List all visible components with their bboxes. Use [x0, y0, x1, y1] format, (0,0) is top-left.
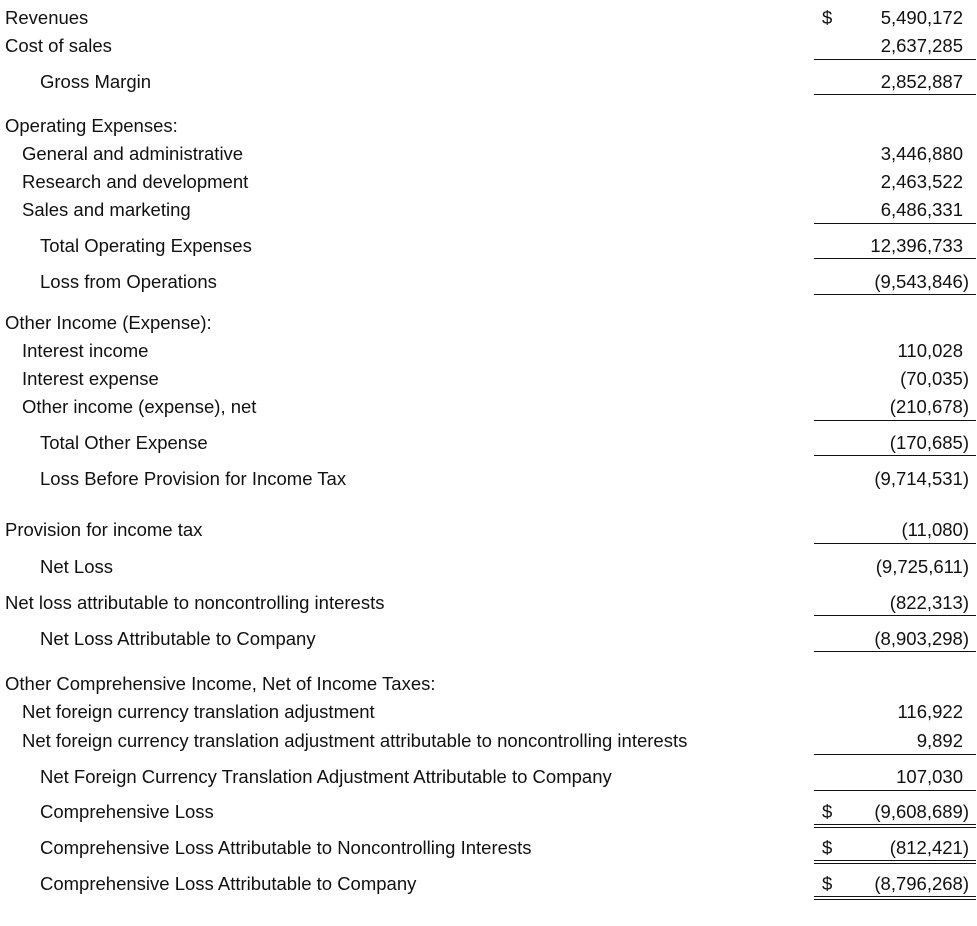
row-amount: (8,796,268) — [874, 873, 969, 894]
subtotal-rule — [814, 790, 976, 791]
row-label: Loss Before Provision for Income Tax — [40, 468, 347, 489]
currency-symbol: $ — [822, 7, 833, 28]
section-header-other-income — [0, 311, 977, 335]
row-total-other-expense — [0, 431, 977, 455]
row-amount: (8,903,298) — [874, 628, 969, 649]
row-amount: (11,080) — [901, 519, 969, 540]
row-other-income-net — [0, 395, 977, 419]
row-amount: (9,543,846) — [874, 271, 969, 292]
row-label: Gross Margin — [40, 71, 152, 92]
row-amount: 9,892 — [916, 730, 963, 751]
row-amount: 116,922 — [897, 701, 963, 722]
row-label: Provision for income tax — [5, 519, 203, 540]
row-loss-from-operations — [0, 270, 977, 294]
row-label: Revenues — [5, 7, 89, 28]
row-amount: (170,685) — [889, 432, 969, 453]
row-amount: (70,035) — [900, 368, 969, 389]
row-amount: 5,490,172 — [880, 7, 963, 28]
section-heading: Operating Expenses: — [5, 115, 178, 136]
row-amount: 12,396,733 — [870, 235, 963, 256]
currency-symbol: $ — [822, 873, 833, 894]
row-label: Comprehensive Loss Attributable to Noncontrolling Interests — [40, 837, 532, 858]
row-fx-adjustment — [0, 700, 977, 724]
subtotal-rule — [814, 543, 976, 544]
subtotal-rule — [814, 294, 976, 295]
row-amount: (9,608,689) — [874, 801, 969, 822]
row-label: Cost of sales — [5, 35, 112, 56]
row-net-loss — [0, 555, 977, 579]
row-label: Net foreign currency translation adjustment — [22, 701, 375, 722]
row-label: Net foreign currency translation adjustment attributable to noncontrolling interests — [22, 730, 688, 751]
row-net-loss-company — [0, 627, 977, 651]
section-heading: Other Income (Expense): — [5, 312, 212, 333]
currency-symbol: $ — [822, 837, 833, 858]
row-comprehensive-loss-company — [0, 872, 977, 896]
row-general-admin — [0, 142, 977, 166]
section-header-operating-expenses — [0, 114, 977, 138]
row-amount: 2,852,887 — [880, 71, 963, 92]
currency-symbol: $ — [822, 801, 833, 822]
row-comprehensive-loss-nci — [0, 836, 977, 860]
row-label: Net loss attributable to noncontrolling interests — [5, 592, 385, 613]
row-label: Sales and marketing — [22, 199, 191, 220]
row-fx-adjustment-nci — [0, 729, 977, 753]
row-label: Comprehensive Loss — [40, 801, 214, 822]
row-research-dev — [0, 170, 977, 194]
row-amount: (9,725,611) — [875, 556, 969, 577]
section-header-oci — [0, 672, 977, 696]
row-fx-adjustment-company — [0, 765, 977, 789]
subtotal-rule — [814, 420, 976, 421]
double-rule — [814, 824, 976, 828]
row-label: Net Loss — [40, 556, 114, 577]
row-sales-marketing — [0, 198, 977, 222]
row-interest-income — [0, 339, 977, 363]
subtotal-rule — [814, 94, 976, 95]
subtotal-rule — [814, 615, 976, 616]
row-amount: 6,486,331 — [880, 199, 963, 220]
row-label: Total Other Expense — [40, 432, 208, 453]
row-cost-of-sales — [0, 34, 977, 58]
row-amount: (210,678) — [889, 396, 969, 417]
subtotal-rule — [814, 59, 976, 60]
double-rule — [814, 860, 976, 864]
subtotal-rule — [814, 651, 976, 652]
row-label: General and administrative — [22, 143, 244, 164]
row-amount: 3,446,880 — [880, 143, 963, 164]
row-amount: (9,714,531) — [874, 468, 969, 489]
row-amount: (822,313) — [889, 592, 969, 613]
row-label: Net Loss Attributable to Company — [40, 628, 316, 649]
row-label: Comprehensive Loss Attributable to Company — [40, 873, 417, 894]
row-amount: 2,637,285 — [880, 35, 963, 56]
subtotal-rule — [814, 455, 976, 456]
row-label: Interest income — [22, 340, 149, 361]
row-label: Net Foreign Currency Translation Adjustment Attributable to Company — [40, 766, 612, 787]
row-net-loss-nci — [0, 591, 977, 615]
double-rule — [814, 896, 976, 900]
row-loss-before-tax — [0, 467, 977, 491]
row-label: Loss from Operations — [40, 271, 217, 292]
row-interest-expense — [0, 367, 977, 391]
row-revenues — [0, 6, 977, 30]
row-label: Interest expense — [22, 368, 159, 389]
row-provision-income-tax — [0, 518, 977, 542]
row-amount: (812,421) — [889, 837, 969, 858]
subtotal-rule — [814, 258, 976, 259]
subtotal-rule — [814, 754, 976, 755]
section-heading: Other Comprehensive Income, Net of Income Taxes: — [5, 673, 436, 694]
row-amount: 110,028 — [897, 340, 963, 361]
row-amount: 2,463,522 — [880, 171, 963, 192]
row-label: Other income (expense), net — [22, 396, 257, 417]
row-label: Research and development — [22, 171, 249, 192]
row-label: Total Operating Expenses — [40, 235, 252, 256]
row-amount: 107,030 — [896, 766, 963, 787]
row-gross-margin — [0, 70, 977, 94]
row-total-operating-expenses — [0, 234, 977, 258]
subtotal-rule — [814, 223, 976, 224]
row-comprehensive-loss — [0, 800, 977, 824]
